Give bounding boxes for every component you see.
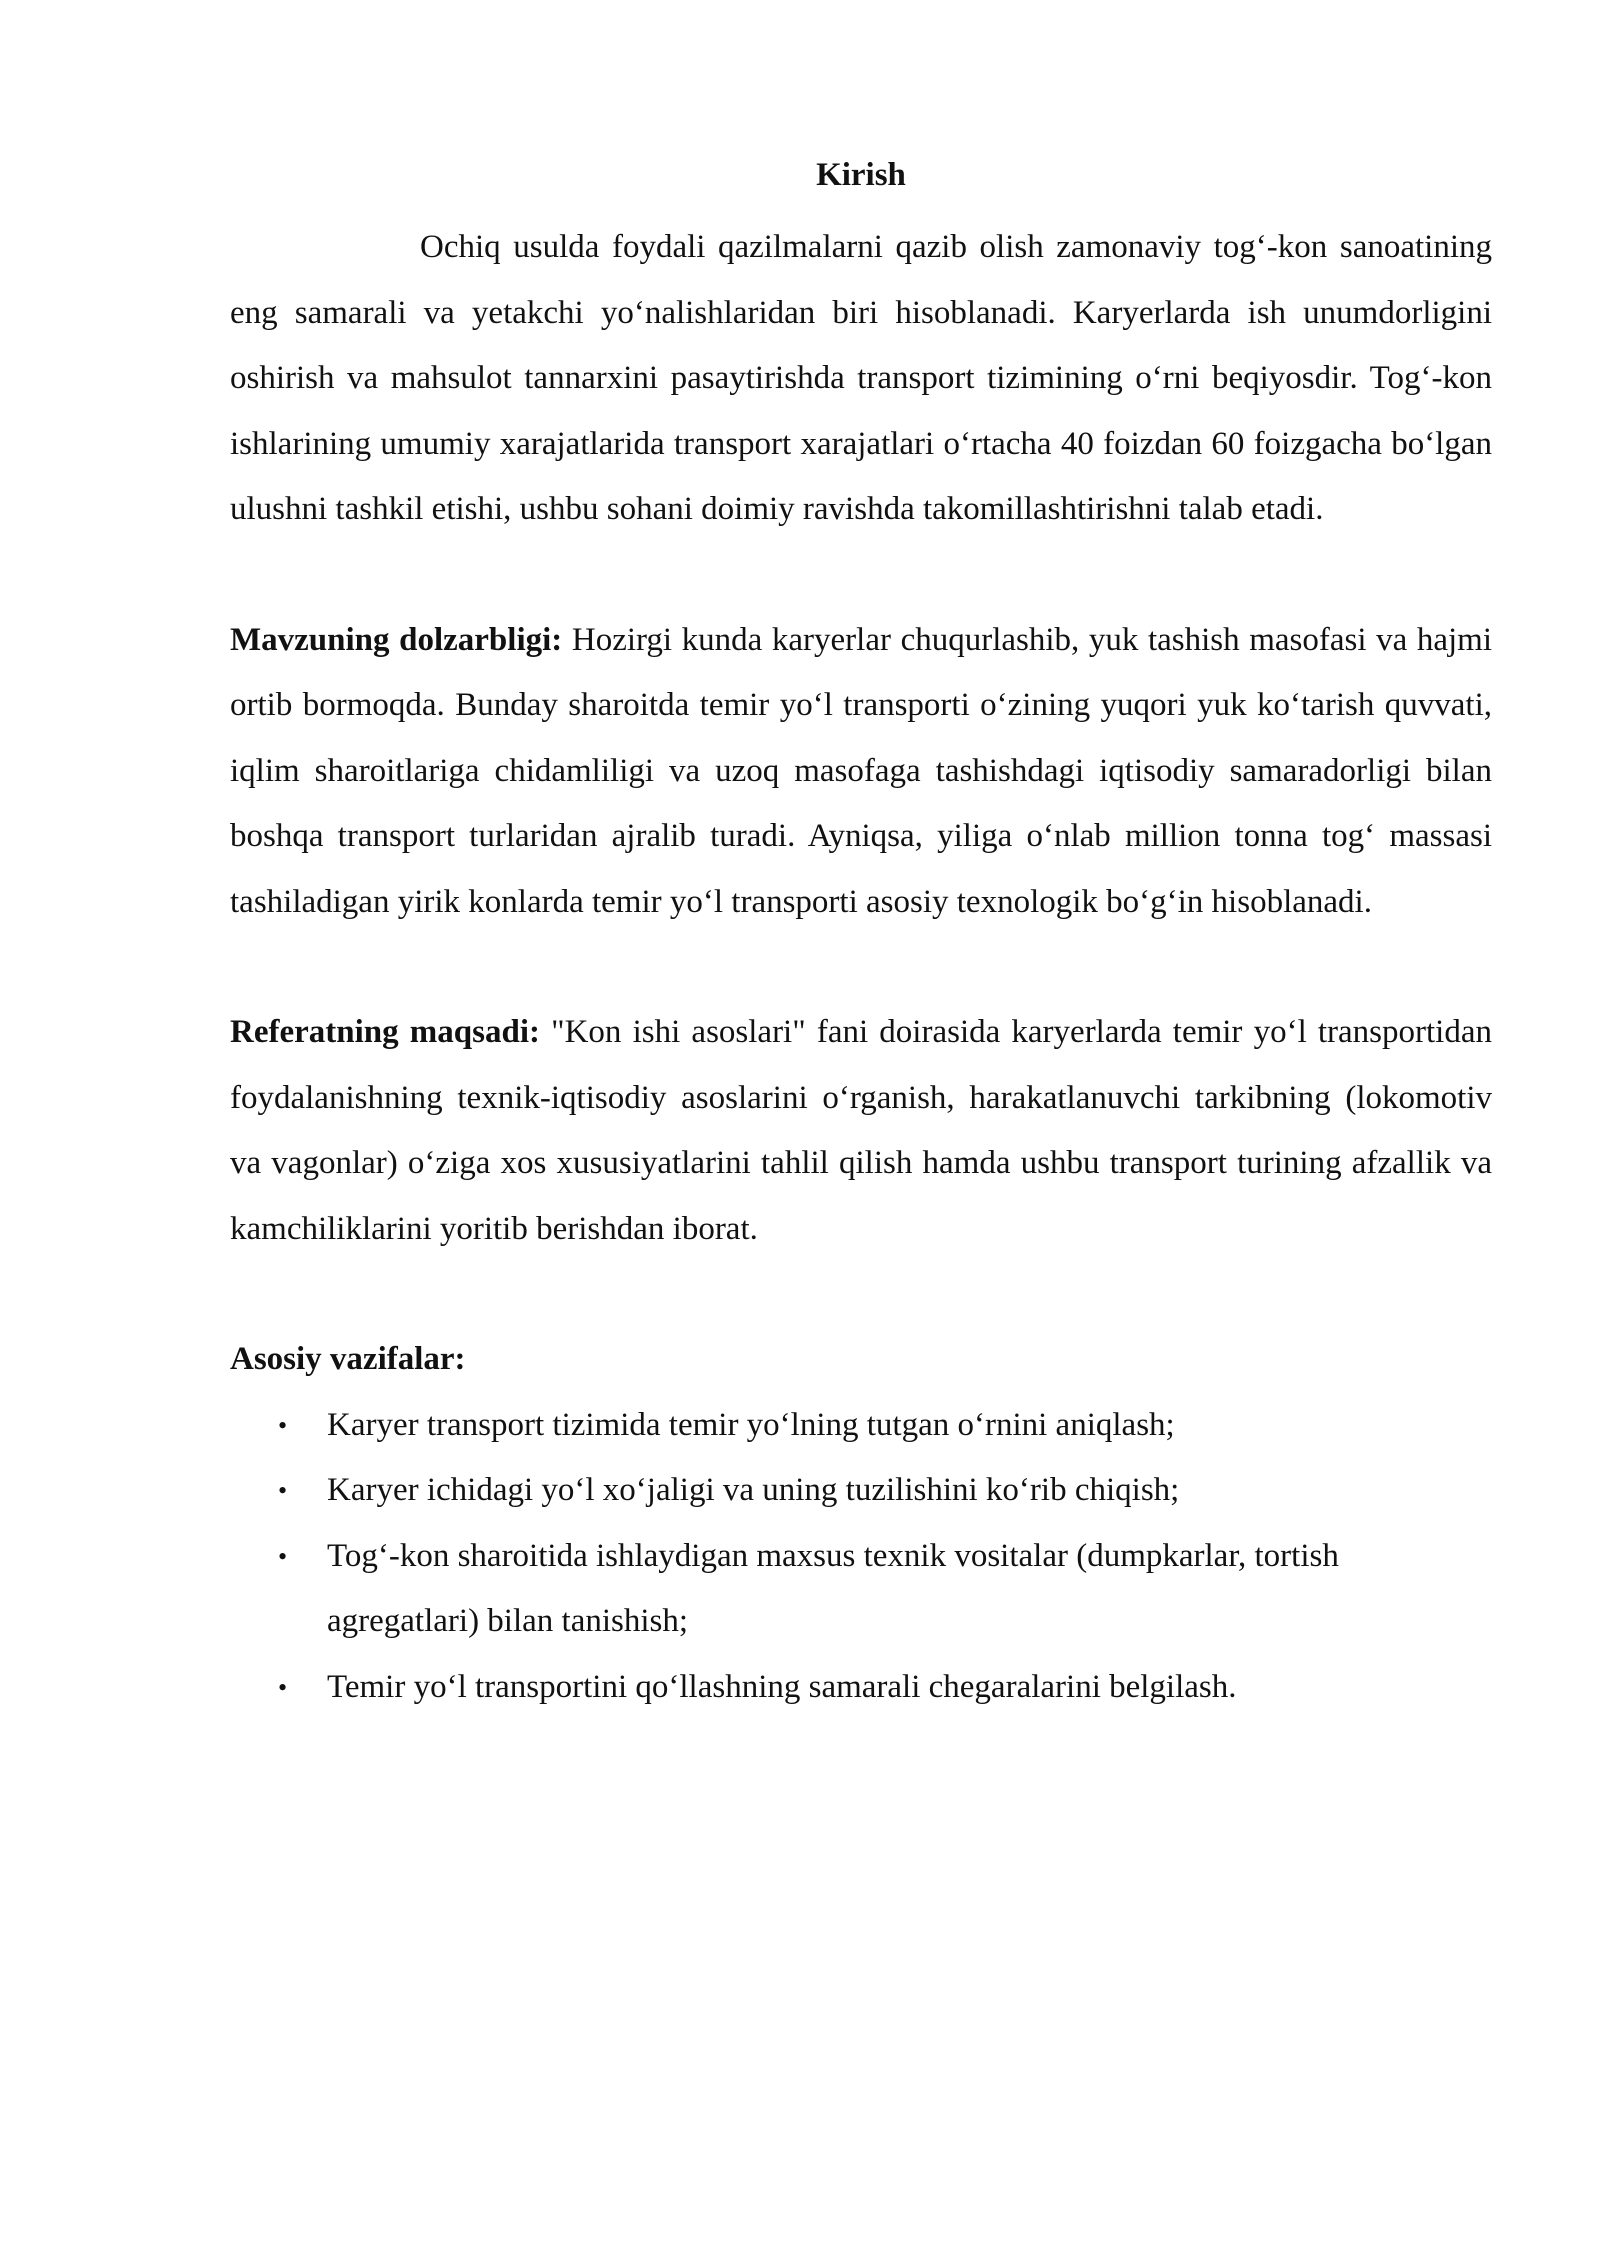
bullet-icon: •: [278, 1476, 288, 1505]
bullet-icon: •: [278, 1672, 288, 1702]
list-item: [230, 1655, 1492, 1721]
tasks-heading: Asosiy vazifalar:: [230, 1341, 466, 1377]
tasks-list: [230, 1393, 1492, 1721]
list-item: [230, 1524, 1492, 1655]
list-item-text: Karyer ichidagi yo‘l xo‘jaligi va uning tuzilishini ko‘rib chiqish;: [327, 1472, 1180, 1508]
bullet-icon: •: [278, 1410, 288, 1440]
intro-paragraph: Ochiq usulda foydali qazilmalarni qazib olish zamonaviy tog‘-kon sanoatining eng samarali va yetakchi yo‘nalishlaridan biri hisoblanadi. Karyerlarda ish unumdorligini oshirish va mahsulot tannarxini pasaytirishda transport tizimining o‘rni beqiyosdir. Tog‘-kon ishlarining umumiy xarajatlarida transport xarajatlari o‘rtacha 40 foizdan 60 foizgacha bo‘lgan ulushni tashkil etishi, ushbu sohani doimiy ravishda takomillashtirishni talab etadi.: [230, 229, 1492, 527]
goal-label: Referatning maqsadi:: [230, 1014, 540, 1050]
goal-text: "Kon ishi asoslari" fani doirasida karyerlarda temir yo‘l transportidan foydalanishning texnik-iqtisodiy asoslarini o‘rganish, harakatlanuvchi tarkibning (lokomotiv va vagonlar) o‘ziga xos xususiyatlarini tahlil qilish hamda ushbu transport turining afzallik va kamchiliklarini yoritib berishdan iborat.: [230, 1014, 1493, 1247]
list-item-text: Karyer transport tizimida temir yo‘lning tutgan o‘rnini aniqlash;: [327, 1406, 1175, 1443]
page-title: Kirish: [816, 157, 906, 193]
relevance-text: Hozirgi kunda karyerlar chuqurlashib, yuk tashish masofasi va hajmi ortib bormoqda. Bunday sharoitda temir yo‘l transporti o‘zining yuqori yuk ko‘tarish quvvati, iqlim sharoitlariga chidamliligi va uzoq masofaga tashishdagi iqtisodiy samaradorligi bilan boshqa transport turlaridan ajralib turadi. Ayniqsa, yiliga o‘nlab million tonna tog‘ massasi tashiladigan yirik konlarda temir yo‘l transporti asosiy texnologik bo‘g‘in hisoblanadi.: [230, 621, 1493, 920]
goal-paragraph: [230, 1000, 1492, 1262]
list-item-text: Tog‘-kon sharoitida ishlaydigan maxsus texnik vositalar (dumpkarlar, tortish agregatlari) bilan tanishish;: [327, 1537, 1339, 1639]
relevance-paragraph: [230, 608, 1492, 936]
document-page: [230, 150, 1492, 1720]
list-item: [230, 1393, 1492, 1459]
bullet-icon: •: [278, 1541, 288, 1571]
relevance-label: Mavzuning dolzarbligi:: [230, 621, 563, 658]
list-item-text: Temir yo‘l transportini qo‘llashning samarali chegaralarini belgilash.: [327, 1668, 1237, 1705]
list-item: [230, 1458, 1492, 1524]
